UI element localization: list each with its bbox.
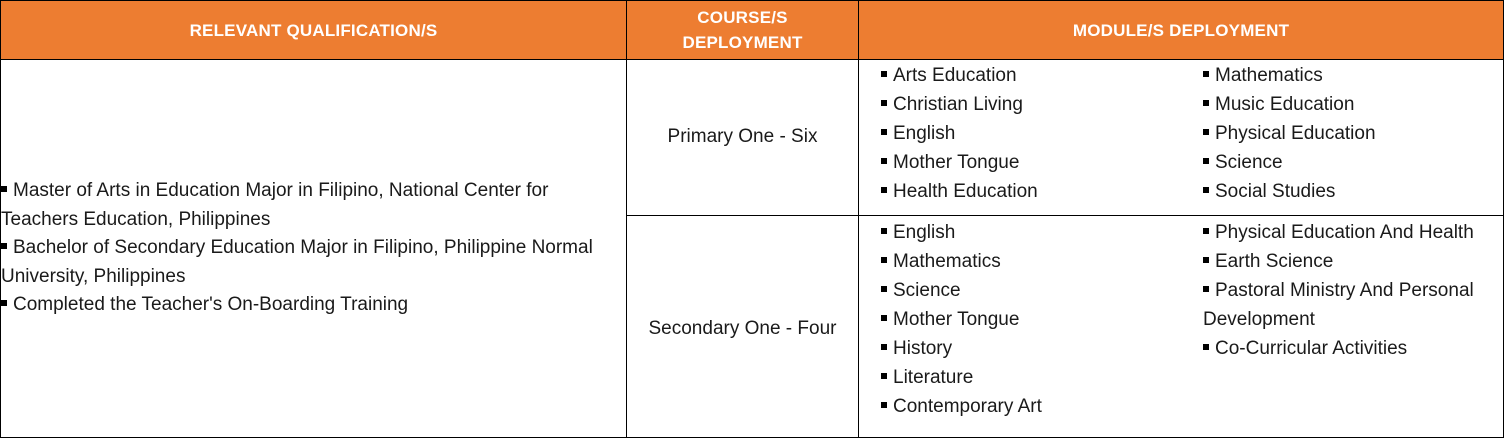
square-bullet-icon (881, 71, 887, 77)
module-item (1203, 119, 1503, 148)
square-bullet-icon (1203, 344, 1209, 350)
module-text: Social Studies (1215, 181, 1336, 202)
module-item (1203, 276, 1503, 334)
square-bullet-icon (881, 257, 887, 263)
square-bullet-icon (1203, 129, 1209, 135)
qualification-item (1, 177, 626, 234)
module-item (1203, 90, 1503, 119)
square-bullet-icon (1203, 257, 1209, 263)
header-course-deployment (627, 1, 859, 60)
modules-secondary-grid (859, 216, 1503, 421)
square-bullet-icon (881, 129, 887, 135)
module-text: Mother Tongue (893, 152, 1020, 173)
square-bullet-icon (881, 373, 887, 379)
modules-primary-right (1203, 61, 1503, 206)
module-item (1203, 218, 1503, 247)
modules-primary-cell (859, 60, 1504, 216)
qualification-item (1, 291, 626, 320)
modules-secondary-cell (859, 216, 1504, 438)
module-text: Mathematics (1215, 65, 1323, 86)
module-text: Music Education (1215, 94, 1355, 115)
module-item (881, 247, 1203, 276)
square-bullet-icon (1, 300, 7, 306)
module-item (881, 218, 1203, 247)
module-text: Science (893, 280, 961, 301)
module-text: Health Education (893, 181, 1038, 202)
module-item (881, 276, 1203, 305)
square-bullet-icon (881, 100, 887, 106)
module-text: Co-Curricular Activities (1215, 338, 1408, 359)
module-item (1203, 247, 1503, 276)
qualifications-cell (1, 60, 627, 438)
modules-primary-left (881, 61, 1203, 206)
module-text: History (893, 338, 953, 359)
qualification-text: Master of Arts in Education Major in Filipino, National Center for Teachers Education, Philippines (1, 180, 549, 230)
square-bullet-icon (1203, 71, 1209, 77)
course-primary: Primary One - Six (627, 60, 859, 216)
module-item (881, 61, 1203, 90)
module-text: Arts Education (893, 65, 1017, 86)
module-text: Physical Education (1215, 123, 1376, 144)
module-item (881, 305, 1203, 334)
square-bullet-icon (1203, 158, 1209, 164)
module-text: English (893, 222, 956, 243)
module-item (881, 177, 1203, 206)
square-bullet-icon (1, 243, 7, 249)
module-item (881, 363, 1203, 392)
modules-primary-grid (859, 60, 1503, 206)
module-text: English (893, 123, 956, 144)
module-item (881, 392, 1203, 421)
module-text: Pastoral Ministry And Personal Development (1203, 280, 1474, 330)
header-qualifications: RELEVANT QUALIFICATION/S (1, 1, 627, 60)
header-course-line1: COURSE/S (697, 8, 788, 27)
square-bullet-icon (1203, 286, 1209, 292)
qualification-item (1, 234, 626, 291)
module-text: Literature (893, 367, 974, 388)
square-bullet-icon (881, 158, 887, 164)
module-item (881, 334, 1203, 363)
course-secondary: Secondary One - Four (627, 216, 859, 438)
square-bullet-icon (1203, 228, 1209, 234)
module-item (881, 119, 1203, 148)
square-bullet-icon (881, 402, 887, 408)
square-bullet-icon (1, 186, 7, 192)
module-item (1203, 177, 1503, 206)
module-text: Christian Living (893, 94, 1023, 115)
module-text: Mother Tongue (893, 309, 1020, 330)
square-bullet-icon (881, 286, 887, 292)
square-bullet-icon (881, 315, 887, 321)
square-bullet-icon (881, 228, 887, 234)
module-text: Science (1215, 152, 1283, 173)
module-text: Earth Science (1215, 251, 1334, 272)
table-row (1, 60, 1504, 216)
qualification-text: Completed the Teacher's On-Boarding Training (13, 294, 409, 316)
header-row (1, 1, 1504, 60)
module-item (1203, 148, 1503, 177)
modules-secondary-left (881, 218, 1203, 421)
module-item (1203, 61, 1503, 90)
module-text: Physical Education And Health (1215, 222, 1474, 243)
module-item (881, 148, 1203, 177)
square-bullet-icon (1203, 100, 1209, 106)
square-bullet-icon (881, 344, 887, 350)
header-module-deployment: MODULE/S DEPLOYMENT (859, 1, 1504, 60)
module-text: Contemporary Art (893, 396, 1042, 417)
square-bullet-icon (881, 187, 887, 193)
module-item (1203, 334, 1503, 363)
header-course-line2: DEPLOYMENT (682, 33, 803, 52)
modules-secondary-right (1203, 218, 1503, 421)
qualification-text: Bachelor of Secondary Education Major in Filipino, Philippine Normal University, Philippines (1, 237, 593, 287)
module-text: Mathematics (893, 251, 1001, 272)
module-item (881, 90, 1203, 119)
square-bullet-icon (1203, 187, 1209, 193)
